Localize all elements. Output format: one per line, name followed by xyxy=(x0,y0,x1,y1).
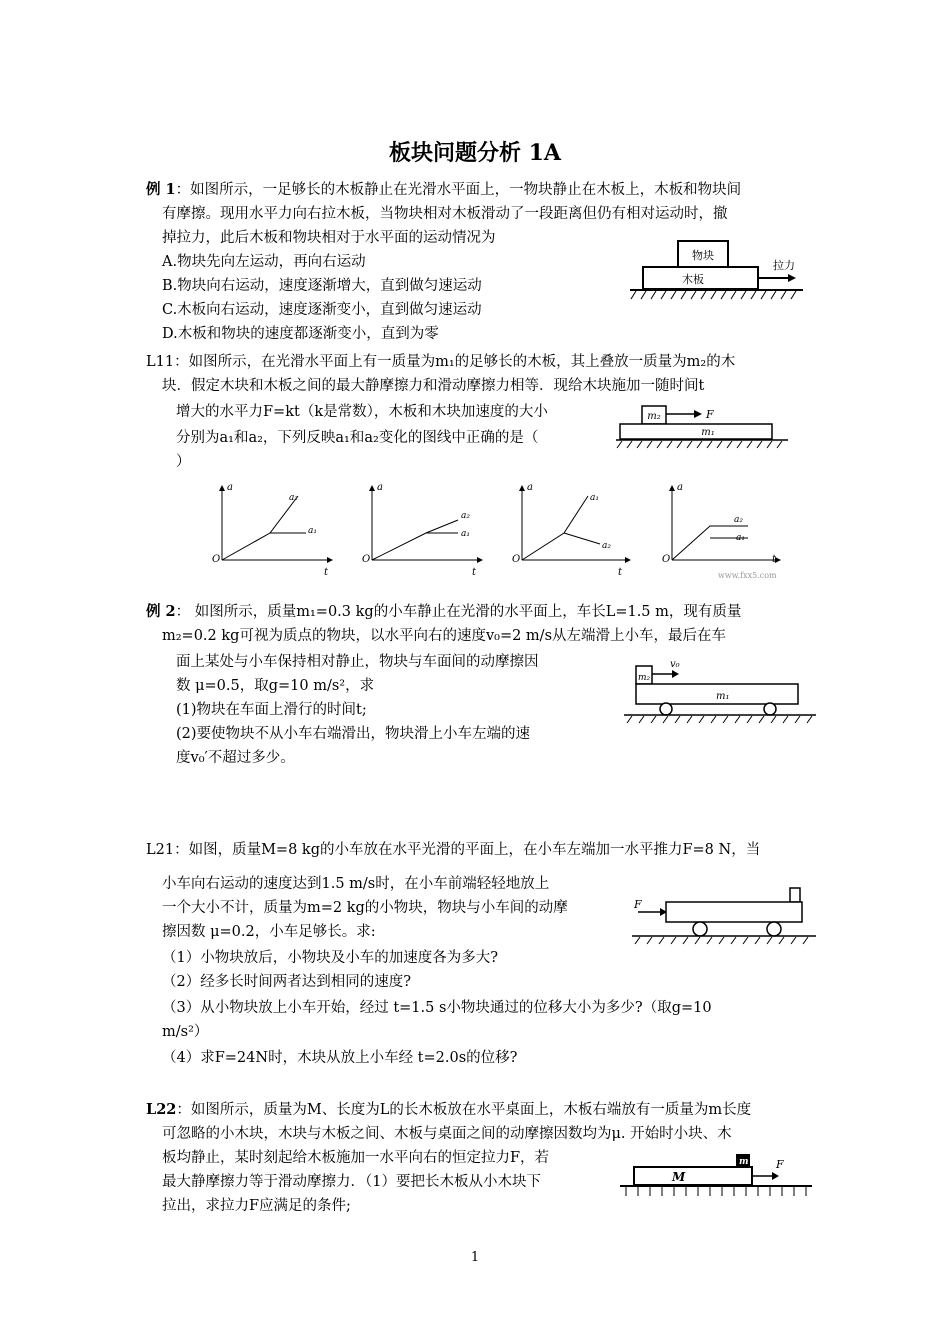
graph-d xyxy=(662,482,780,580)
board-label: 木板 xyxy=(682,273,704,286)
ex2-figure xyxy=(620,656,820,728)
ex2-line2: m₂=0.2 kg可视为质点的物块，以水平向右的速度v₀=2 m/s从左端滑上小车，最后在车 xyxy=(162,628,727,644)
l11-graphs xyxy=(200,478,800,586)
svg-text:a: a xyxy=(527,482,533,493)
l21-q2: （2）经多长时间两者达到相同的速度? xyxy=(162,974,411,990)
l22-label: L22 xyxy=(146,1101,177,1118)
pull-label: 拉力 xyxy=(773,259,795,272)
svg-text:O: O xyxy=(362,554,371,565)
svg-text:a₁: a₁ xyxy=(736,533,745,543)
ground-hatch xyxy=(635,937,808,944)
l22-line5: 拉出，求拉力F应满足的条件; xyxy=(162,1198,351,1214)
long-board xyxy=(634,1167,752,1185)
ex1-option-a: A.物块先向左运动，再向右运动 xyxy=(162,254,366,270)
l21-line4: 擦因数 μ=0.2，小车足够长。求: xyxy=(162,924,376,940)
l22-figure xyxy=(616,1150,816,1212)
l21-line1: L21：如图，质量M=8 kg的小车放在水平光滑的平面上，在小车左端加一水平推力F=8 N，当 xyxy=(146,842,761,858)
pull-arrowhead xyxy=(772,1172,779,1180)
cart-body xyxy=(666,902,802,922)
svg-text:a₂: a₂ xyxy=(461,511,470,521)
page-number: 1 xyxy=(470,1250,480,1265)
svg-text:a: a xyxy=(677,482,683,493)
pull-arrowhead xyxy=(788,274,796,282)
svg-text:t: t xyxy=(618,567,623,578)
ex1-label: 例 1 xyxy=(146,181,176,198)
cart-wheel-left xyxy=(693,922,707,936)
force-arrowhead xyxy=(694,410,702,418)
l11-line4: 分别为a₁和a₂，下列反映a₁和a₂变化的图线中正确的是（ xyxy=(176,430,539,446)
ex2-label: 例 2 xyxy=(146,603,176,620)
svg-text:t: t xyxy=(472,567,477,578)
svg-text:a₂: a₂ xyxy=(734,515,743,525)
ex2-line3: 面上某处与小车保持相对静止，物块与车面间的动摩擦因 xyxy=(176,654,539,670)
push-label: F xyxy=(634,898,642,911)
force-label: F xyxy=(706,408,714,421)
l22-line2: 可忽略的小木块，木块与木板之间、木板与桌面之间的动摩擦因数均为μ. 开始时小块、木 xyxy=(162,1126,732,1142)
svg-text:a: a xyxy=(227,482,233,493)
ex1-option-d: D.木板和物块的速度都逐渐变小，直到为零 xyxy=(162,326,439,342)
l11-figure xyxy=(612,400,792,462)
svg-text:a₁: a₁ xyxy=(461,529,470,539)
l21-figure xyxy=(628,882,818,948)
ex2-line4: 数 μ=0.5，取g=10 m/s²，求 xyxy=(176,678,375,694)
cart-wheel-right xyxy=(764,703,776,715)
l22-line3: 板均静止，某时刻起给木板施加一水平向右的恒定拉力F，若 xyxy=(162,1150,550,1166)
l11-line1: L11：如图所示，在光滑水平面上有一质量为m₁的足够长的木板，其上叠放一质量为m₂的木 xyxy=(146,354,736,370)
m1-label: m₁ xyxy=(716,691,730,702)
l11-line5: ） xyxy=(176,454,191,470)
cart-wheel-right xyxy=(767,922,781,936)
M-label: M xyxy=(672,1170,686,1184)
ex1-line3: 掉拉力，此后木板和物块相对于水平面的运动情况为 xyxy=(162,230,496,246)
page-title: 板块问题分析 1A xyxy=(388,140,562,166)
graph-b xyxy=(362,482,482,578)
ex1-line2: 有摩擦。现用水平力向右拉木板，当物块相对木板滑动了一段距离但仍有相对运动时，撤 xyxy=(162,206,728,222)
svg-text:a₂: a₂ xyxy=(602,541,611,551)
m1-board xyxy=(620,424,772,439)
l11-line2: 块．假定木块和木板之间的最大静摩擦力和滑动摩擦力相等．现给木块施加一随时间t xyxy=(162,378,705,394)
graph-a xyxy=(212,482,332,578)
svg-text:t: t xyxy=(324,567,329,578)
svg-text:O: O xyxy=(662,554,671,565)
svg-text:a₁: a₁ xyxy=(590,493,599,503)
ex1-line1: 例 1：如图所示，一足够长的木板静止在光滑水平面上，一物块静止在木板上，木板和物块间 xyxy=(146,181,742,198)
ground-hatch xyxy=(617,441,782,448)
v0-arrowhead xyxy=(672,670,679,678)
svg-text:t: t xyxy=(772,554,777,565)
table-hatch xyxy=(626,1187,806,1196)
small-block xyxy=(790,888,800,902)
ex2-q1: (1)物块在车面上滑行的时间t; xyxy=(176,702,367,718)
l21-q4: （4）求F=24N时，木块从放上小车经 t=2.0s的位移? xyxy=(162,1050,518,1066)
m2-label: m₂ xyxy=(638,673,651,683)
watermark: www.fxx5.com xyxy=(718,571,777,580)
l21-q3: （3）从小物块放上小车开始，经过 t=1.5 s小物块通过的位移大小为多少?（取g=10 xyxy=(162,1000,712,1016)
ex1-option-b: B.物块向右运动，速度逐渐增大，直到做匀速运动 xyxy=(162,278,482,294)
block-label: 物块 xyxy=(692,249,714,262)
svg-text:a: a xyxy=(377,482,383,493)
m2-label: m₂ xyxy=(647,411,661,422)
ex1-option-c: C.木板向右运动，速度逐渐变小，直到做匀速运动 xyxy=(162,302,482,318)
l22-line1: L22：如图所示，质量为M、长度为L的长木板放在水平桌面上，木板右端放有一质量为m长度 xyxy=(146,1101,752,1118)
l21-line2: 小车向右运动的速度达到1.5 m/s时，在小车前端轻轻地放上 xyxy=(162,876,550,892)
svg-text:a₁: a₁ xyxy=(308,526,317,536)
pull-label: F xyxy=(776,1158,784,1171)
m-label: m xyxy=(739,1157,749,1167)
ground-hatch xyxy=(627,716,812,723)
l22-line4: 最大静摩擦力等于滑动摩擦力．（1）要把长木板从小木块下 xyxy=(162,1174,541,1190)
l11-line3: 增大的水平力F=kt（k是常数），木板和木块加速度的大小 xyxy=(176,404,548,420)
l21-q3b: m/s²） xyxy=(162,1024,209,1040)
svg-text:O: O xyxy=(212,554,221,565)
l21-line3: 一个大小不计，质量为m=2 kg的小物块，物块与小车间的动摩 xyxy=(162,900,568,916)
ground-hatch xyxy=(631,291,796,299)
svg-text:a₂: a₂ xyxy=(289,493,298,503)
graph-c xyxy=(512,482,630,578)
ex2-q2: (2)要使物块不从小车右端滑出，物块滑上小车左端的速 xyxy=(176,726,531,742)
ex2-q2b: 度v₀′不超过多少。 xyxy=(176,750,295,766)
ex2-line1: 例 2： 如图所示，质量m₁=0.3 kg的小车静止在光滑的水平面上，车长L=1.5 m，现有质量 xyxy=(146,603,742,620)
m1-label: m₁ xyxy=(701,427,715,438)
l21-q1: （1）小物块放后，小物块及小车的加速度各为多大? xyxy=(162,950,498,966)
v0-label: v₀ xyxy=(670,659,680,670)
cart-wheel-left xyxy=(660,703,672,715)
ex1-figure xyxy=(628,236,808,306)
svg-text:O: O xyxy=(512,554,521,565)
